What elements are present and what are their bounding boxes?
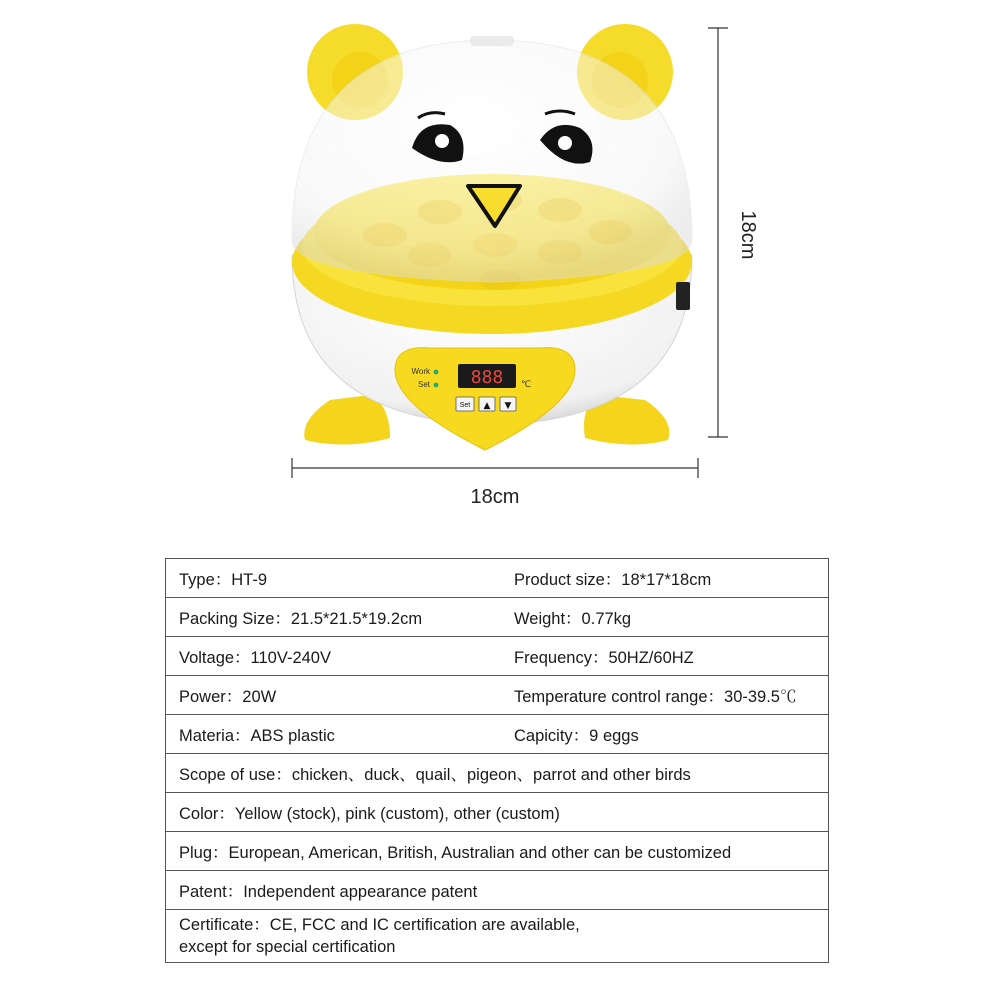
spec-certificate-line1: Certificate：CE, FCC and IC certification are available, xyxy=(179,916,580,934)
down-arrow-icon: ▼ xyxy=(504,401,512,411)
spec-patent: Patent：Independent appearance patent xyxy=(179,883,478,901)
spec-row-color xyxy=(166,793,828,832)
spec-material: Materia：ABS plastic xyxy=(179,727,335,745)
spec-row-patent xyxy=(166,871,828,910)
spec-power: Power：20W xyxy=(179,688,277,706)
spec-certificate-line2: except for special certification xyxy=(179,938,396,956)
work-led xyxy=(434,370,439,375)
spec-row-material xyxy=(166,715,828,754)
width-dimension-label: 18cm xyxy=(470,486,520,508)
spec-plug: Plug：European, American, British, Australian and other can be customized xyxy=(179,844,732,862)
spec-type: Type：HT-9 xyxy=(179,571,268,589)
set-indicator-label: Set xyxy=(417,380,430,389)
spec-temperature-range: Temperature control range：30-39.5℃ xyxy=(514,688,797,706)
spec-row-packing xyxy=(166,598,828,637)
spec-row-plug xyxy=(166,832,828,871)
spec-color: Color：Yellow (stock), pink (custom), other (custom) xyxy=(179,805,560,823)
spec-frequency: Frequency：50HZ/60HZ xyxy=(514,649,694,667)
spec-scope-of-use: Scope of use：chicken、duck、quail、pigeon、parrot and other birds xyxy=(179,766,691,784)
spec-capacity: Capicity：9 eggs xyxy=(514,727,639,745)
spec-certificate xyxy=(166,914,828,958)
spec-row-voltage xyxy=(166,637,828,676)
spec-product-size: Product size：18*17*18cm xyxy=(514,571,712,589)
power-switch xyxy=(676,282,690,310)
set-led xyxy=(434,383,439,388)
spec-packing-size: Packing Size：21.5*21.5*19.2cm xyxy=(179,610,423,628)
display-unit: ℃ xyxy=(521,380,532,390)
height-dimension-label: 18cm xyxy=(737,210,759,260)
svg-text:Set: Set xyxy=(459,402,471,409)
width-dimension-line xyxy=(292,458,698,478)
spec-weight: Weight：0.77kg xyxy=(514,610,632,628)
spec-row-scope xyxy=(166,754,828,793)
spec-row-type xyxy=(166,559,828,598)
work-indicator-label: Work xyxy=(411,367,430,376)
spec-voltage: Voltage：110V-240V xyxy=(179,649,331,667)
up-arrow-icon: ▲ xyxy=(483,401,491,411)
spec-row-power xyxy=(166,676,828,715)
display-value: 888 xyxy=(470,367,504,388)
control-panel xyxy=(395,348,575,450)
spec-table xyxy=(165,558,829,963)
spec-row-certificate xyxy=(166,910,828,962)
